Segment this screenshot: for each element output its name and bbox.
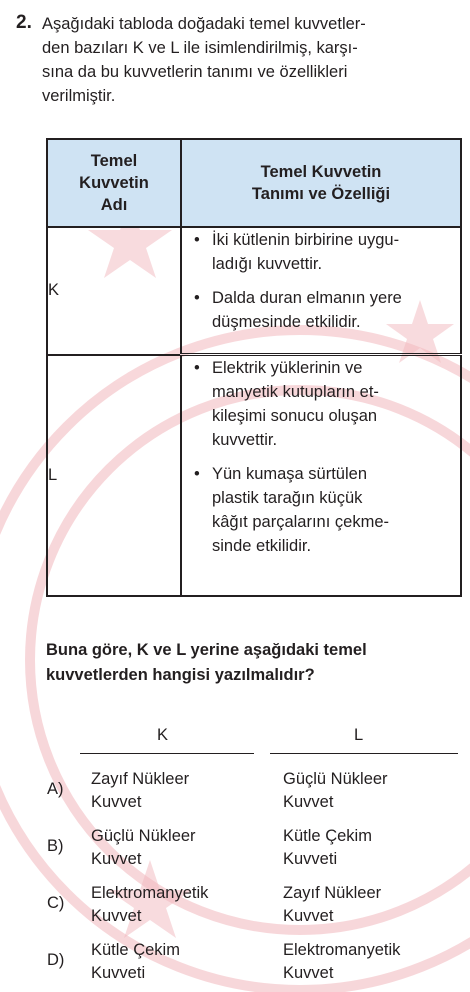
description-bullet: [182, 356, 460, 452]
force-name-k: K: [47, 227, 181, 355]
option-label: C): [47, 894, 65, 912]
option-text: Zayıf Nükleer: [91, 770, 190, 788]
question-intro: [42, 12, 462, 108]
header-text: Kuvvetin: [79, 174, 149, 192]
question-prompt: [46, 638, 466, 688]
option-text: Kuvveti: [91, 964, 146, 982]
answer-option-b[interactable]: [0, 825, 470, 877]
force-description-l: [181, 355, 461, 597]
answer-option-d[interactable]: [0, 939, 470, 991]
option-text: Kuvvet: [91, 907, 142, 925]
force-name-l: L: [47, 355, 181, 597]
description-line: Elektrik yüklerinin ve: [212, 359, 363, 377]
intro-line: Aşağıdaki tabloda doğadaki temel kuvvetler-: [42, 15, 366, 33]
bullet-icon: •: [194, 289, 200, 307]
answer-option-c[interactable]: [0, 882, 470, 934]
option-k-value: [91, 768, 189, 814]
bullet-icon: •: [194, 359, 200, 377]
option-text: Elektromanyetik: [283, 941, 401, 959]
table-header-row: [47, 139, 461, 227]
header-text: Temel Kuvvetin: [260, 163, 382, 181]
description-bullet: [182, 286, 460, 334]
description-line: düşmesinde etkilidir.: [212, 313, 361, 331]
option-text: Kütle Çekim: [91, 941, 180, 959]
option-l-value: [283, 939, 400, 985]
prompt-line: kuvvetlerden hangisi yazılmalıdır?: [46, 666, 315, 684]
option-text: Zayıf Nükleer: [283, 884, 382, 902]
option-k-value: [91, 939, 180, 985]
option-text: Kuvvet: [91, 850, 142, 868]
option-text: Kuvvet: [283, 964, 334, 982]
intro-line: den bazıları K ve L ile isimlendirilmiş, karşı-: [42, 39, 358, 57]
description-line: Yün kumaşa sürtülen: [212, 465, 368, 483]
answer-option-a[interactable]: [0, 768, 470, 820]
description-bullet: [182, 462, 460, 558]
option-text: Kuvvet: [283, 907, 334, 925]
header-force-definition: [181, 139, 461, 227]
description-bullet: [182, 228, 460, 276]
options-rule-k: [80, 753, 254, 754]
options-header-l: L: [354, 726, 364, 744]
option-label: B): [47, 837, 64, 855]
description-line: sinde etkilidir.: [212, 537, 312, 555]
intro-line: sına da bu kuvvetlerin tanımı ve özellikleri: [42, 63, 348, 81]
intro-line: verilmiştir.: [42, 87, 116, 105]
option-text: Kütle Çekim: [283, 827, 372, 845]
description-line: kileşimi sonucu oluşan: [212, 407, 378, 425]
bullet-icon: •: [194, 231, 200, 249]
header-text: Tanımı ve Özelliği: [251, 185, 391, 203]
description-line: kâğıt parçalarını çekme-: [212, 513, 389, 531]
option-text: Kuvveti: [283, 850, 338, 868]
description-line: kuvvettir.: [212, 431, 278, 449]
option-text: Kuvvet: [91, 793, 142, 811]
description-line: manyetik kutupların et-: [212, 383, 379, 401]
option-label: A): [47, 780, 64, 798]
forces-table: [46, 138, 462, 597]
option-l-value: [283, 882, 381, 928]
option-k-value: [91, 825, 196, 871]
force-description-k: [181, 227, 461, 355]
option-text: Güçlü Nükleer: [91, 827, 196, 845]
option-k-value: [91, 882, 208, 928]
description-line: Dalda duran elmanın yere: [212, 289, 402, 307]
bullet-icon: •: [194, 465, 200, 483]
options-rule-l: [270, 753, 458, 754]
description-line: plastik tarağın küçük: [212, 489, 363, 507]
option-text: Kuvvet: [283, 793, 334, 811]
description-line: ladığı kuvvettir.: [212, 255, 323, 273]
table-row: [47, 227, 461, 355]
option-label: D): [47, 951, 65, 969]
options-header-k: K: [157, 726, 169, 744]
option-text: Elektromanyetik: [91, 884, 209, 902]
prompt-line: Buna göre, K ve L yerine aşağıdaki temel: [46, 641, 367, 659]
header-text: Temel: [90, 152, 138, 170]
question-number: 2.: [16, 12, 32, 33]
option-text: Güçlü Nükleer: [283, 770, 388, 788]
description-line: İki kütlenin birbirine uygu-: [212, 231, 400, 249]
header-force-name: [47, 139, 181, 227]
table-row: [47, 355, 461, 597]
option-l-value: [283, 825, 372, 871]
header-text: Adı: [100, 196, 128, 214]
option-l-value: [283, 768, 388, 814]
